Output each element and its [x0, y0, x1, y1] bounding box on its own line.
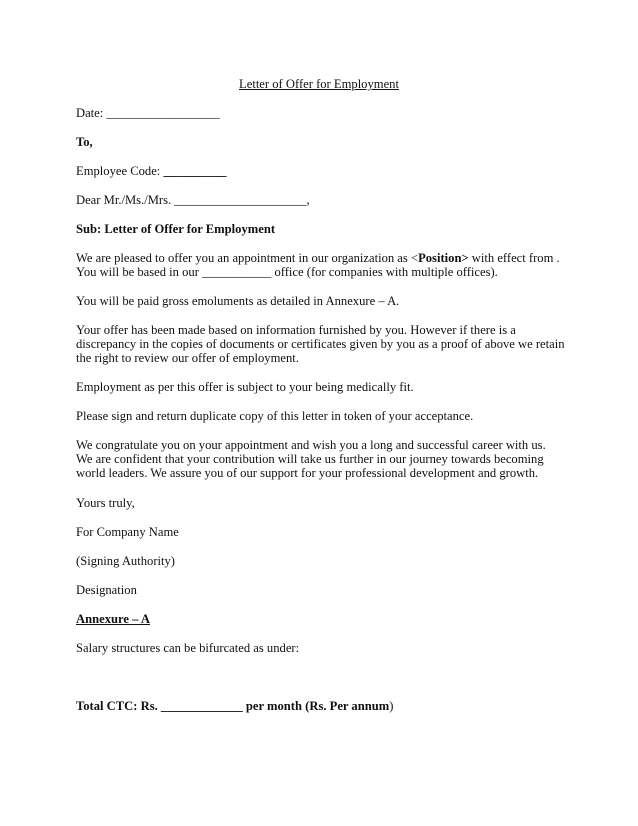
addressee-to: To, — [76, 135, 93, 149]
offer-basis-line-3: the right to review our offer of employment. — [76, 351, 299, 365]
congratulations-line-1: We congratulate you on your appointment and wish you a long and successful career with us. — [76, 438, 546, 452]
employee-code-label: Employee Code: — [76, 164, 164, 178]
offer-text-before-position: We are pleased to offer you an appointment in our organization as < — [76, 251, 419, 265]
acceptance-paragraph: Please sign and return duplicate copy of this letter in token of your acceptance. — [76, 409, 474, 423]
letter-title: Letter of Offer for Employment — [239, 77, 399, 91]
subject-line: Sub: Letter of Offer for Employment — [76, 222, 276, 236]
total-ctc-close: ) — [389, 699, 394, 713]
date-line: Date: __________________ — [76, 106, 220, 120]
employee-code-blank: __________ — [163, 164, 227, 178]
offer-basis-line-2: discrepancy in the copies of documents or certificates given by you as a proof of above we retain — [76, 337, 565, 351]
closing: Yours truly, — [76, 496, 135, 510]
total-ctc-text: Total CTC: Rs. _____________ per month (Rs. Per annum — [76, 699, 390, 713]
salary-intro: Salary structures can be bifurcated as under: — [76, 641, 300, 655]
congratulations-line-3: world leaders. We assure you of our support for your professional development and growth. — [76, 466, 539, 480]
offer-text-after-position: with effect from . — [468, 251, 560, 265]
position-placeholder: Position — [418, 251, 462, 265]
designation: Designation — [76, 583, 137, 597]
total-ctc-line — [76, 699, 393, 714]
annexure-heading: Annexure – A — [76, 612, 150, 626]
medical-fitness-paragraph: Employment as per this offer is subject to your being medically fit. — [76, 380, 414, 394]
offer-paragraph-line-2: You will be based in our ___________ office (for companies with multiple offices). — [76, 265, 498, 279]
salutation: Dear Mr./Ms./Mrs. _____________________, — [76, 193, 310, 207]
company-name: For Company Name — [76, 525, 179, 539]
congratulations-line-2: We are confident that your contribution will take us further in our journey towards becoming — [76, 452, 544, 466]
offer-basis-line-1: Your offer has been made based on information furnished by you. However if there is a — [76, 323, 516, 337]
signing-authority: (Signing Authority) — [76, 554, 176, 568]
emoluments-paragraph: You will be paid gross emoluments as detailed in Annexure – A. — [76, 294, 400, 308]
offer-paragraph-line-1: We are pleased to offer you an appointment in our organization as <Position> with effect from . — [76, 251, 560, 265]
employee-code-line — [76, 164, 226, 179]
